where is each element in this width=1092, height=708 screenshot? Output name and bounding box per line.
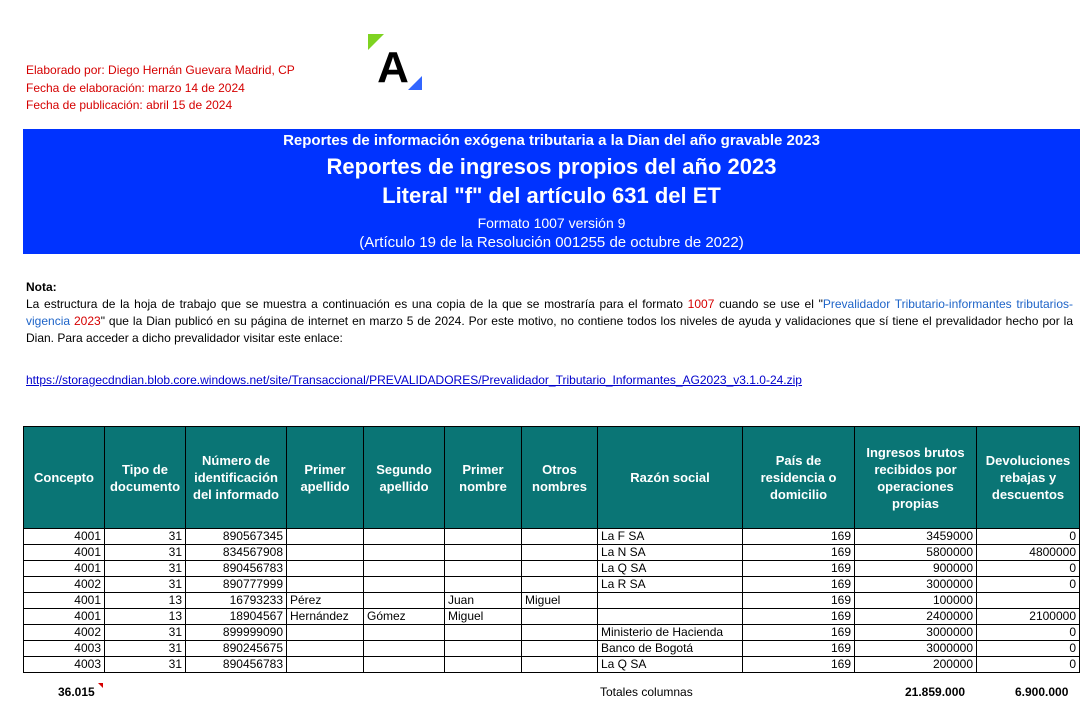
note-format-number: 1007: [687, 297, 715, 311]
cell-pais[interactable]: 169: [743, 609, 855, 625]
cell-otros-nombres[interactable]: [522, 641, 598, 657]
cell-devoluciones[interactable]: 0: [977, 625, 1080, 641]
cell-razon-social[interactable]: La Q SA: [598, 561, 743, 577]
cell-ingresos[interactable]: 3000000: [855, 625, 977, 641]
note-paragraph: [26, 296, 1073, 347]
cell-razon-social[interactable]: Ministerio de Hacienda: [598, 625, 743, 641]
cell-devoluciones[interactable]: 0: [977, 657, 1080, 673]
cell-numero-identificacion[interactable]: 890777999: [186, 577, 287, 593]
cell-tipo-documento[interactable]: 31: [105, 577, 186, 593]
cell-primer-apellido[interactable]: [287, 561, 364, 577]
cell-numero-identificacion[interactable]: 890567345: [186, 529, 287, 545]
cell-pais[interactable]: 169: [743, 545, 855, 561]
cell-pais[interactable]: 169: [743, 593, 855, 609]
cell-otros-nombres[interactable]: [522, 561, 598, 577]
cell-numero-identificacion[interactable]: 890456783: [186, 657, 287, 673]
cell-tipo-documento[interactable]: 31: [105, 657, 186, 673]
cell-tipo-documento[interactable]: 13: [105, 593, 186, 609]
cell-numero-identificacion[interactable]: 18904567: [186, 609, 287, 625]
cell-devoluciones[interactable]: 0: [977, 577, 1080, 593]
cell-tipo-documento[interactable]: 31: [105, 561, 186, 577]
cell-otros-nombres[interactable]: [522, 545, 598, 561]
note-text-3: " que la Dian publicó en su página de internet en marzo 5 de 2024. Por este motivo, no contiene todos los niveles de ayuda y validaciones que sí tiene el prevalidador hecho por la Dian. Para acceder a dicho prevalidador visitar este enlace:: [26, 314, 1073, 345]
concept-total: 36.015: [58, 685, 95, 699]
header-primer-nombre: Primer nombre: [445, 427, 522, 529]
comment-marker-icon[interactable]: [98, 683, 103, 688]
table-row: [24, 657, 1080, 673]
header-tipo-documento: Tipo de documento: [105, 427, 186, 529]
banner-format: Formato 1007 versión 9: [477, 215, 626, 231]
cell-otros-nombres[interactable]: [522, 657, 598, 673]
cell-devoluciones[interactable]: 4800000: [977, 545, 1080, 561]
totals-label: Totales columnas: [600, 685, 693, 699]
cell-concepto[interactable]: 4003: [24, 641, 105, 657]
cell-otros-nombres[interactable]: [522, 529, 598, 545]
cell-razon-social[interactable]: [598, 593, 743, 609]
cell-numero-identificacion[interactable]: 890456783: [186, 561, 287, 577]
cell-otros-nombres[interactable]: [522, 577, 598, 593]
cell-ingresos[interactable]: 100000: [855, 593, 977, 609]
header-pais: País de residencia o domicilio: [743, 427, 855, 529]
header-segundo-apellido: Segundo apellido: [364, 427, 445, 529]
cell-primer-nombre[interactable]: [445, 529, 522, 545]
cell-segundo-apellido[interactable]: [364, 657, 445, 673]
cell-otros-nombres[interactable]: Miguel: [522, 593, 598, 609]
cell-pais[interactable]: 169: [743, 529, 855, 545]
cell-numero-identificacion[interactable]: 16793233: [186, 593, 287, 609]
note-prevalidator-year: 2023: [74, 314, 101, 328]
cell-razon-social[interactable]: La F SA: [598, 529, 743, 545]
cell-primer-apellido[interactable]: [287, 657, 364, 673]
note-prevalidator-name: Prevalidador Tributario-informantes tributarios-vigencia: [26, 297, 1073, 328]
table-row: [24, 561, 1080, 577]
header-numero-identificacion: Número de identificación del informado: [186, 427, 287, 529]
cell-ingresos[interactable]: 3000000: [855, 577, 977, 593]
cell-razon-social[interactable]: La Q SA: [598, 657, 743, 673]
income-total: 21.859.000: [905, 685, 966, 699]
cell-ingresos[interactable]: 5800000: [855, 545, 977, 561]
cell-primer-nombre[interactable]: [445, 577, 522, 593]
cell-ingresos[interactable]: 2400000: [855, 609, 977, 625]
cell-segundo-apellido[interactable]: Gómez: [364, 609, 445, 625]
note-title: Nota:: [26, 280, 57, 294]
cell-concepto[interactable]: 4001: [24, 561, 105, 577]
elaboration-date: Fecha de elaboración: marzo 14 de 2024: [26, 80, 245, 95]
header-ingresos-brutos: Ingresos brutos recibidos por operaciones propias: [855, 427, 977, 529]
table-row: [24, 545, 1080, 561]
banner-title: Reportes de ingresos propios del año 2023: [326, 154, 777, 179]
publication-date: Fecha de publicación: abril 15 de 2024: [26, 98, 233, 112]
cell-pais[interactable]: 169: [743, 577, 855, 593]
cell-numero-identificacion[interactable]: 899999090: [186, 625, 287, 641]
cell-segundo-apellido[interactable]: [364, 561, 445, 577]
cell-ingresos[interactable]: 200000: [855, 657, 977, 673]
cell-razon-social[interactable]: La N SA: [598, 545, 743, 561]
cell-otros-nombres[interactable]: [522, 625, 598, 641]
cell-razon-social[interactable]: Banco de Bogotá: [598, 641, 743, 657]
banner-line-1: Reportes de información exógena tributaria a la Dian del año gravable 2023: [283, 132, 820, 149]
table-row: [24, 577, 1080, 593]
cell-primer-nombre[interactable]: Juan: [445, 593, 522, 609]
table-row: [24, 625, 1080, 641]
cell-primer-apellido[interactable]: [287, 577, 364, 593]
cell-concepto[interactable]: 4002: [24, 577, 105, 593]
cell-devoluciones[interactable]: [977, 593, 1080, 609]
table-row: [24, 529, 1080, 545]
document-meta: [26, 62, 295, 115]
cell-devoluciones[interactable]: 2100000: [977, 609, 1080, 625]
cell-devoluciones[interactable]: 0: [977, 529, 1080, 545]
cell-ingresos[interactable]: 3000000: [855, 641, 977, 657]
cell-primer-apellido[interactable]: [287, 545, 364, 561]
cell-primer-nombre[interactable]: Miguel: [445, 609, 522, 625]
cell-primer-nombre[interactable]: [445, 641, 522, 657]
cell-tipo-documento[interactable]: 31: [105, 625, 186, 641]
note-text-1: La estructura de la hoja de trabajo que se muestra a continuación es una copia de la que se mostraría para el formato: [26, 297, 688, 311]
author-line: Elaborado por: Diego Hernán Guevara Madrid, CP: [26, 63, 295, 77]
cell-primer-nombre[interactable]: [445, 657, 522, 673]
cell-primer-nombre[interactable]: [445, 545, 522, 561]
cell-concepto[interactable]: 4001: [24, 545, 105, 561]
cell-primer-apellido[interactable]: [287, 625, 364, 641]
cell-pais[interactable]: 169: [743, 561, 855, 577]
cell-tipo-documento[interactable]: 31: [105, 545, 186, 561]
format-1007-table: [23, 426, 1080, 673]
banner-resolution: (Artículo 19 de la Resolución 001255 de octubre de 2022): [359, 234, 744, 251]
cell-segundo-apellido[interactable]: [364, 641, 445, 657]
cell-primer-apellido[interactable]: [287, 529, 364, 545]
cell-razon-social[interactable]: La R SA: [598, 577, 743, 593]
cell-tipo-documento[interactable]: 13: [105, 609, 186, 625]
cell-pais[interactable]: 169: [743, 641, 855, 657]
cell-ingresos[interactable]: 3459000: [855, 529, 977, 545]
banner-subtitle: Literal "f" del artículo 631 del ET: [382, 183, 721, 208]
cell-primer-apellido[interactable]: Hernández: [287, 609, 364, 625]
cell-segundo-apellido[interactable]: [364, 529, 445, 545]
cell-primer-apellido[interactable]: Pérez: [287, 593, 364, 609]
cell-concepto[interactable]: 4001: [24, 529, 105, 545]
cell-segundo-apellido[interactable]: [364, 577, 445, 593]
header-devoluciones: Devoluciones rebajas y descuentos: [977, 427, 1080, 529]
header-concepto: Concepto: [24, 427, 105, 529]
cell-concepto[interactable]: 4001: [24, 593, 105, 609]
header-razon-social: Razón social: [598, 427, 743, 529]
cell-primer-nombre[interactable]: [445, 625, 522, 641]
cell-tipo-documento[interactable]: 31: [105, 641, 186, 657]
cell-ingresos[interactable]: 900000: [855, 561, 977, 577]
table-header-row: [24, 427, 1080, 529]
table-row: [24, 609, 1080, 625]
cell-numero-identificacion[interactable]: 834567908: [186, 545, 287, 561]
header-primer-apellido: Primer apellido: [287, 427, 364, 529]
table-row: [24, 593, 1080, 609]
title-banner: [23, 129, 1080, 254]
cell-razon-social[interactable]: [598, 609, 743, 625]
table-row: [24, 641, 1080, 657]
logo: [366, 32, 424, 94]
cell-primer-nombre[interactable]: [445, 561, 522, 577]
cell-segundo-apellido[interactable]: [364, 593, 445, 609]
cell-pais[interactable]: 169: [743, 625, 855, 641]
cell-pais[interactable]: 169: [743, 657, 855, 673]
cell-concepto[interactable]: 4002: [24, 625, 105, 641]
note-text-2: cuando se use el ": [714, 297, 823, 311]
header-otros-nombres: Otros nombres: [522, 427, 598, 529]
cell-otros-nombres[interactable]: [522, 609, 598, 625]
returns-total: 6.900.000: [1015, 685, 1069, 699]
cell-devoluciones[interactable]: 0: [977, 641, 1080, 657]
cell-tipo-documento[interactable]: 31: [105, 529, 186, 545]
cell-numero-identificacion[interactable]: 890245675: [186, 641, 287, 657]
cell-segundo-apellido[interactable]: [364, 545, 445, 561]
cell-primer-apellido[interactable]: [287, 641, 364, 657]
cell-concepto[interactable]: 4003: [24, 657, 105, 673]
cell-concepto[interactable]: 4001: [24, 609, 105, 625]
prevalidator-link[interactable]: https://storagecdndian.blob.core.windows.net/site/Transaccional/PREVALIDADORES/Prevalidador_Tributario_Informantes_AG2023_v3.1.0-24.zip: [26, 373, 802, 387]
logo-letter: A: [377, 43, 409, 92]
cell-segundo-apellido[interactable]: [364, 625, 445, 641]
cell-devoluciones[interactable]: 0: [977, 561, 1080, 577]
